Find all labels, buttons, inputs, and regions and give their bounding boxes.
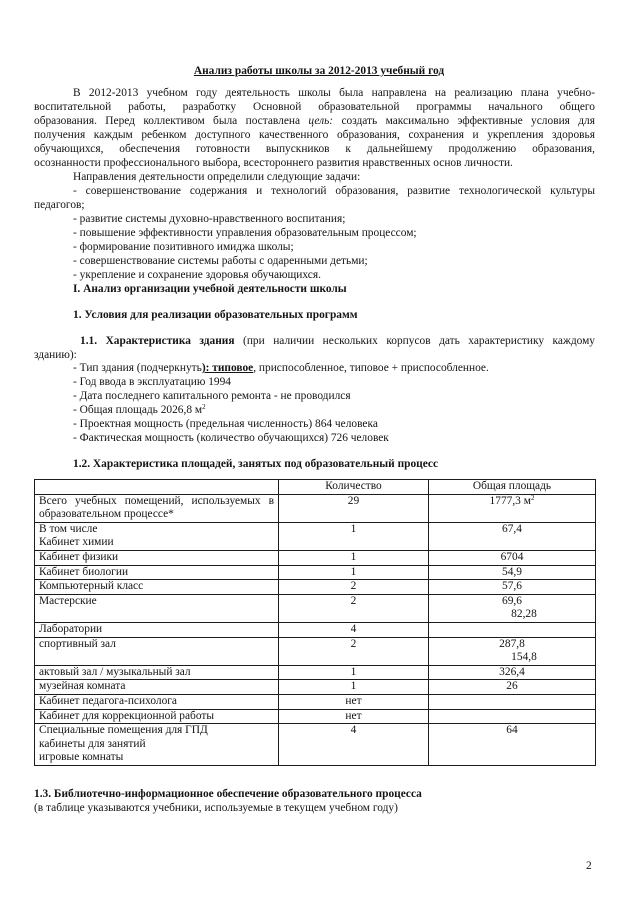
room-area [433,495,591,509]
table-row [35,709,596,724]
room-name-cell [35,550,279,565]
subsection-heading: 1.2. Характеристика площадей, занятых под образовательный процесс [73,458,439,470]
task-item: - развитие системы духовно-нравственного воспитания; [73,213,346,225]
room-count: 2 [350,580,357,593]
room-count-cell [279,522,429,550]
design-capacity: - Проектная мощность (предельная численность) 864 человека [73,418,378,430]
room-name: Всего учебных помещений, используемых в [39,494,274,507]
room-count-cell [279,680,429,695]
room-name: образовательном процессе* [39,508,174,521]
room-name-cell [35,565,279,580]
room-count: 1 [350,680,357,693]
room-area [433,651,591,665]
table-row [35,694,596,709]
room-count: 4 [350,622,357,635]
room-area-value: 154,8 [511,651,537,664]
areas-table [34,479,596,766]
section-heading: I. Анализ организации учебной деятельности школы [73,283,347,295]
document-title: Анализ работы школы за 2012-2013 учебный год [193,65,445,77]
room-count-cell [279,724,429,766]
room-area [433,551,591,565]
room-area-cell [429,565,596,580]
room-name: актовый зал / музыкальный зал [39,665,191,678]
room-area-value: 1777,3 м [489,494,531,507]
table-header-area: Общая площадь [429,480,596,495]
room-area [433,566,591,580]
room-count-cell [279,494,429,522]
table-row [35,637,596,665]
intro-line: воспитательной работы, разработку Основной образовательной программы начального общего [34,101,595,113]
room-area-cell [429,522,596,550]
room-area-cell [429,594,596,622]
building-type-selected: ): типовое [201,362,254,374]
room-name: музейная комната [39,680,126,693]
intro-line: обучающихся, обеспечения готовности выпускников к дальнейшему продолжению образования, [34,143,595,155]
year-built: - Год ввода в эксплуатацию 1994 [73,376,231,388]
room-area-cell [429,694,596,709]
area-unit-exponent: 2 [530,493,535,502]
task-item: - укрепление и сохранение здоровья обучающихся. [73,269,321,281]
room-area-value: 82,28 [511,608,537,621]
room-count-cell [279,594,429,622]
room-area-value: 6704 [500,550,524,563]
page-number: 2 [586,860,592,872]
room-name: Лаборатории [39,622,103,635]
room-area-cell [429,637,596,665]
table-row [35,494,596,522]
table-row [35,724,596,766]
actual-capacity: - Фактическая мощность (количество обучающихся) 726 человек [73,432,389,444]
subsection-heading: 1. Условия для реализации образовательных программ [73,309,358,321]
intro-text: образования. Перед коллективом была поставлена [34,115,301,127]
table-header-row [35,480,596,495]
total-area [73,403,206,417]
room-count-cell [279,637,429,665]
room-name: спортивный зал [39,637,116,650]
task-item: - совершенствование системы работы с одаренными детьми; [73,255,368,267]
room-name: В том числе [39,522,98,535]
room-name-cell [35,665,279,680]
intro-line: В 2012-2013 учебном году деятельность школы была направлена на реализацию плана учебно- [73,87,595,99]
room-count: 29 [347,494,360,507]
task-item: - совершенствование содержания и технологий образования, развитие технологической культуры [73,185,595,197]
table-row [35,565,596,580]
building-heading-line [80,334,595,348]
room-area-cell [429,680,596,695]
room-area-cell [429,724,596,766]
areas-table-body [35,494,596,765]
room-area-cell [429,580,596,595]
building-type-label: - Тип здания (подчеркнуть [73,362,202,374]
room-name: Кабинет педагога-психолога [39,694,177,707]
room-count: нет [345,709,362,722]
room-name-cell [35,494,279,522]
room-area-value: 64 [506,724,518,737]
building-heading: 1.1. Характеристика здания [80,335,235,347]
room-name: Кабинет физики [39,550,119,563]
room-count: 1 [350,665,357,678]
room-count-cell [279,565,429,580]
room-area-value: 326,4 [499,665,525,678]
room-count-cell [279,694,429,709]
room-count: 2 [350,594,357,607]
room-count-cell [279,709,429,724]
room-area-cell [429,550,596,565]
room-area-value: 26 [506,680,518,693]
room-area-cell [429,665,596,680]
room-name-cell [35,724,279,766]
room-name: Специальные помещения для ГПД [39,724,208,737]
room-name: Мастерские [39,594,97,607]
building-heading-note: зданию): [34,349,77,361]
table-header-cell [35,480,279,495]
room-area-value: 287,8 [499,637,525,650]
subsection-heading: 1.3. Библиотечно-информационное обеспечение образовательного процесса [34,788,422,800]
goal-label: цель: [308,115,334,127]
room-name-cell [35,637,279,665]
room-area [433,724,591,738]
room-count-cell [279,622,429,637]
room-name-cell [35,680,279,695]
area-unit-exponent: 2 [202,403,206,411]
table-row [35,622,596,637]
intro-line [34,114,595,128]
last-repair: - Дата последнего капитального ремонта - не проводился [73,390,351,402]
intro-line: осознанности профессионального выбора, всестороннего развития нравственных основ личности. [34,157,513,169]
room-area [433,523,591,537]
building-type-options: , приспособленное, типовое + приспособленное. [253,362,489,374]
table-row [35,580,596,595]
room-area-value: 69,6 [502,594,522,607]
room-name-cell [35,522,279,550]
room-name: кабинеты для занятий [39,737,146,750]
room-name: Компьютерный класс [39,580,144,593]
tasks-heading: Направления деятельности определили следующие задачи: [73,171,361,183]
room-area-value: 57,6 [502,580,522,593]
room-count: 4 [350,724,357,737]
section-note: (в таблице указываются учебники, используемые в текущем учебном году) [34,802,398,814]
building-type [73,361,489,375]
room-area-cell [429,622,596,637]
table-row [35,550,596,565]
table-row [35,522,596,550]
room-name: Кабинет химии [39,536,114,549]
room-count: нет [345,694,362,707]
room-count: 1 [350,565,357,578]
room-count: 1 [350,522,357,535]
total-area-text: - Общая площадь 2026,8 м [73,404,203,416]
room-count: 2 [350,637,357,650]
table-row [35,665,596,680]
room-count-cell [279,580,429,595]
room-name-cell [35,594,279,622]
room-name-cell [35,709,279,724]
room-area [433,608,591,622]
room-name-cell [35,694,279,709]
room-name-cell [35,580,279,595]
room-area-cell [429,709,596,724]
room-name: Кабинет для коррекционной работы [39,709,215,722]
room-area-value: 67,4 [502,522,522,535]
table-row [35,680,596,695]
room-area [433,595,591,609]
room-area [433,580,591,594]
room-name-cell [35,622,279,637]
table-header-count: Количество [279,480,429,495]
intro-line: получения каждым ребенком доступного качественного образования, сохранения и укрепления здоровья [34,129,595,141]
room-name: Кабинет биологии [39,565,129,578]
room-name: игровые комнаты [39,751,124,764]
room-area-cell [429,494,596,522]
room-count: 1 [350,550,357,563]
intro-text: создать максимально эффективные условия для [341,115,595,127]
room-area [433,666,591,680]
room-count-cell [279,550,429,565]
task-item: педагогов; [34,199,85,211]
table-row [35,594,596,622]
task-item: - повышение эффективности управления образовательным процессом; [73,227,417,239]
building-heading-note: (при наличии нескольких корпусов дать характеристику каждому [243,335,595,347]
task-item: - формирование позитивного имиджа школы; [73,241,294,253]
room-count-cell [279,665,429,680]
room-area [433,638,591,652]
room-area-value: 54,9 [502,565,522,578]
room-area [433,680,591,694]
